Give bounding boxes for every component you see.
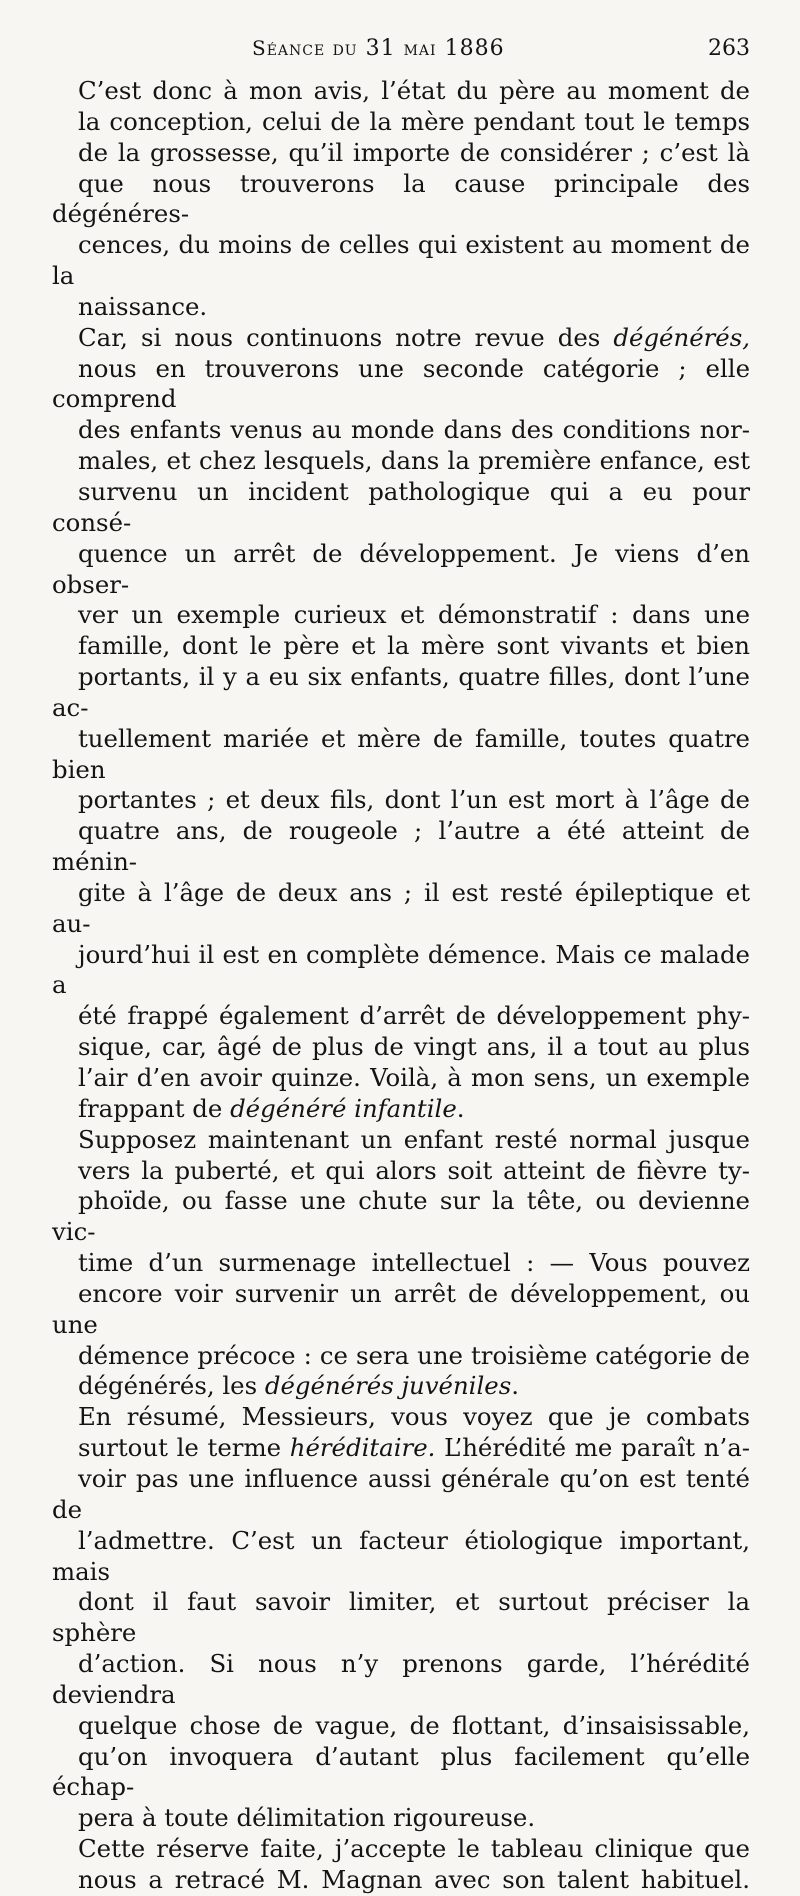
page-number: 263: [708, 36, 750, 61]
running-title: Séance du 31 mai 1886: [252, 36, 505, 61]
paragraph-3: Supposez maintenant un enfant resté normal jusque vers la puberté, et qui alors soit atteint de fièvre ty- phoïde, ou fasse une chute sur la tête, ou devienne vic- time d’un surmenage intellectuel : — Vous pouvez encore voir survenir un arrêt de développement, ou une démence précoce : ce sera une troisième catégorie de dégénérés, les dégénérés juvéniles.: [52, 1124, 750, 1401]
body-text: [52, 76, 750, 1896]
paragraph-1: C’est donc à mon avis, l’état du père au moment de la conception, celui de la mère pendant tout le temps de la grossesse, qu’il importe de considérer ; c’est là que nous trouverons la cause principale des dégénéres- cences, du moins de celles qui existent au moment de la naissance.: [52, 76, 750, 321]
paragraph-5: Cette réserve faite, j’accepte le tableau clinique que nous a retracé M. Magnan avec son talent habituel.: [78, 1834, 750, 1894]
page-header: [52, 36, 750, 76]
paragraph-2: Car, si nous continuons notre revue des dégénérés, nous en trouverons une seconde catégorie ; elle comprend des enfants venus au monde dans des conditions nor- males, et chez lesquels, dans la première enfance, est survenu un incident pathologique qui a eu pour consé- quence un arrêt de développement. Je viens d’en obser- ver un exemple curieux et démonstratif : dans une famille, dont le père et la mère sont vivants et bien portants, il y a eu six enfants, quatre filles, dont l’une ac- tuellement mariée et mère de famille, toutes quatre bien portantes ; et deux fils, dont l’un est mort à l’âge de quatre ans, de rougeole ; l’autre a été atteint de ménin- gite à l’âge de deux ans ; il est resté épileptique et au- jourd’hui il est en complète démence. Mais ce malade a été frappé également d’arrêt de développement phy- sique, car, âgé de plus de vingt ans, il a tout au plus l’air d’en avoir quinze. Voilà, à mon sens, un exemple frappant de dégénéré infantile.: [52, 322, 750, 1123]
paragraph-4: En résumé, Messieurs, vous voyez que je combats surtout le terme héréditaire. L’hérédité me paraît n’a- voir pas une influence aussi générale qu’on est tenté de l’admettre. C’est un facteur étiologique important, mais dont il faut savoir limiter, et surtout préciser la sphère d’action. Si nous n’y prenons garde, l’hérédité deviendra quelque chose de vague, de flottant, d’insaisissable, qu’on invoquera d’autant plus facilement qu’elle échap- pera à toute délimitation rigoureuse.: [52, 1402, 751, 1833]
